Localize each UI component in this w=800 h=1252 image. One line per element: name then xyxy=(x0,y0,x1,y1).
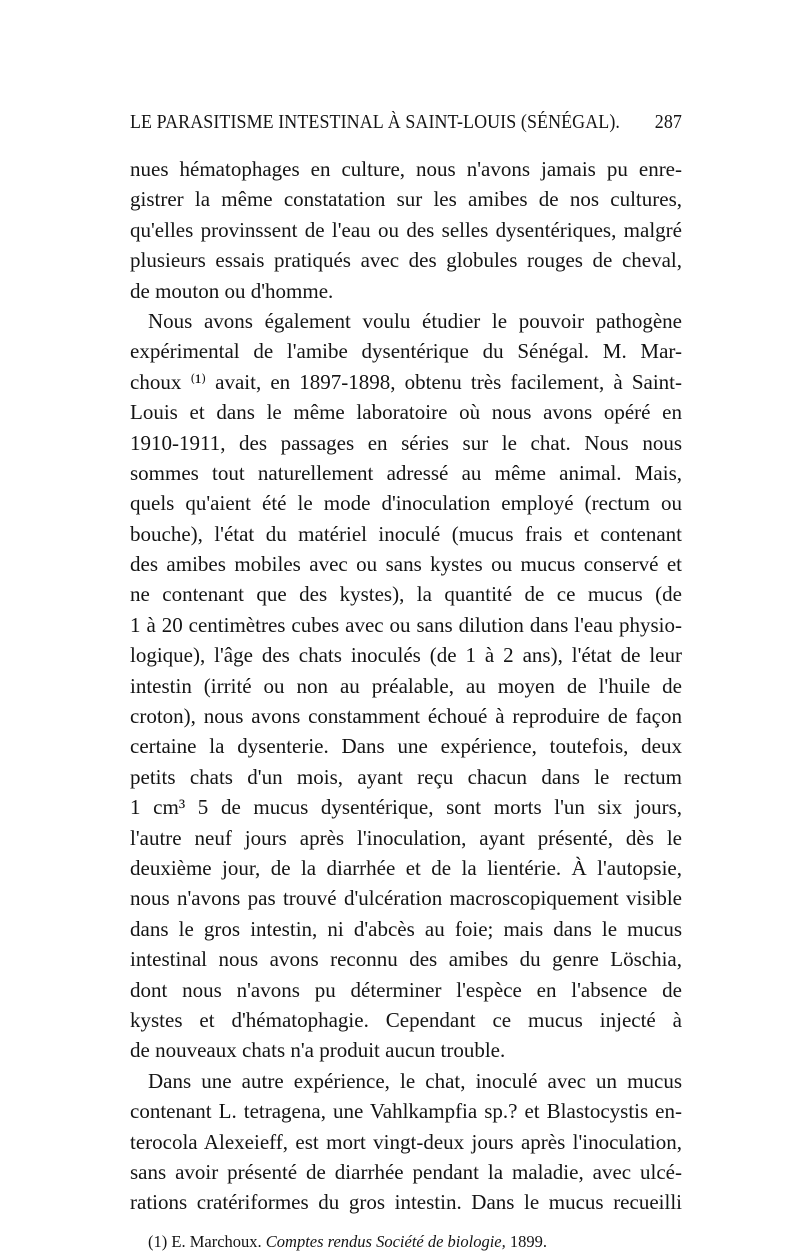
text-line: expérimental de l'amibe dysentérique du Sénégal. M. Mar- xyxy=(130,339,682,364)
text-line: Nous avons également voulu étudier le pouvoir pathogène xyxy=(148,308,682,333)
text-line: logique), l'âge des chats inoculés (de 1 à 2 ans), l'état de leur xyxy=(130,643,682,668)
footnote xyxy=(130,1232,682,1252)
text-line: 1 à 20 centimètres cubes avec ou sans dilution dans l'eau physio- xyxy=(130,612,682,637)
text-line: rations cratériformes du gros intestin. Dans le mucus recueilli xyxy=(130,1190,682,1215)
text-line: petits chats d'un mois, ayant reçu chacun dans le rectum xyxy=(130,764,682,789)
text-line: dont nous n'avons pu déterminer l'espèce en l'absence de xyxy=(130,977,682,1002)
footnote-source: Comptes rendus Société de biologie, xyxy=(265,1231,506,1251)
running-head-title: LE PARASITISME INTESTINAL À SAINT-LOUIS (SÉNÉGAL). xyxy=(130,112,620,133)
text-line: des amibes mobiles avec ou sans kystes ou mucus conservé et xyxy=(130,552,682,577)
page xyxy=(130,112,682,1252)
footnote-marker: (1) xyxy=(148,1231,168,1251)
text-line: certaine la dysenterie. Dans une expérience, toutefois, deux xyxy=(130,734,682,759)
text-line: ne contenant que des kystes), la quantité de ce mucus (de xyxy=(130,582,682,607)
text-line: Dans une autre expérience, le chat, inoculé avec un mucus xyxy=(148,1068,682,1093)
text-line: sans avoir présenté de diarrhée pendant la maladie, avec ulcé- xyxy=(130,1159,682,1184)
text-line: l'autre neuf jours après l'inoculation, ayant présenté, dès le xyxy=(130,825,682,850)
text-line: sommes tout naturellement adressé au même animal. Mais, xyxy=(130,460,682,485)
text-line: Louis et dans le même laboratoire où nous avons opéré en xyxy=(130,400,682,425)
page-number: 287 xyxy=(654,112,682,133)
text-line: nous n'avons pas trouvé d'ulcération macroscopiquement visible xyxy=(130,886,682,911)
body-text xyxy=(130,154,682,1218)
text-line: contenant L. tetragena, une Vahlkampfia sp.? et Blastocystis en- xyxy=(130,1099,682,1124)
text-line: quels qu'aient été le mode d'inoculation employé (rectum ou xyxy=(130,491,682,516)
text-line: intestin (irrité ou non au préalable, au moyen de l'huile de xyxy=(130,673,682,698)
text-line: dans le gros intestin, ni d'abcès au foie; mais dans le mucus xyxy=(130,916,682,941)
text-line: gistrer la même constatation sur les amibes de nos cultures, xyxy=(130,187,682,212)
text-line: 1 cm³ 5 de mucus dysentérique, sont morts l'un six jours, xyxy=(130,795,682,820)
footnote-year: 1899. xyxy=(509,1231,547,1251)
text-line: bouche), l'état du matériel inoculé (mucus frais et contenant xyxy=(130,521,682,546)
text-line: deuxième jour, de la diarrhée et de la lientérie. À l'autopsie, xyxy=(130,855,682,880)
text-line: croton), nous avons constamment échoué à reproduire de façon xyxy=(130,704,682,729)
footnote-author: E. Marchoux. xyxy=(171,1231,262,1251)
text-line: terocola Alexeieff, est mort vingt-deux jours après l'inoculation, xyxy=(130,1129,682,1154)
text-line: de mouton ou d'homme. xyxy=(130,278,334,303)
text-line: 1910-1911, des passages en séries sur le chat. Nous nous xyxy=(130,430,682,455)
text-line: intestinal nous avons reconnu des amibes du genre Löschia, xyxy=(130,947,682,972)
text-line: de nouveaux chats n'a produit aucun trouble. xyxy=(130,1038,506,1063)
text-line: kystes et d'hématophagie. Cependant ce mucus injecté à xyxy=(130,1007,682,1032)
text-line: choux ⁽¹⁾ avait, en 1897-1898, obtenu très facilement, à Saint- xyxy=(130,369,682,394)
text-line: nues hématophages en culture, nous n'avons jamais pu enre- xyxy=(130,157,682,181)
running-head xyxy=(130,112,682,148)
text-line: plusieurs essais pratiqués avec des globules rouges de cheval, xyxy=(130,248,682,273)
text-line: qu'elles provinssent de l'eau ou des selles dysentériques, malgré xyxy=(130,217,682,242)
